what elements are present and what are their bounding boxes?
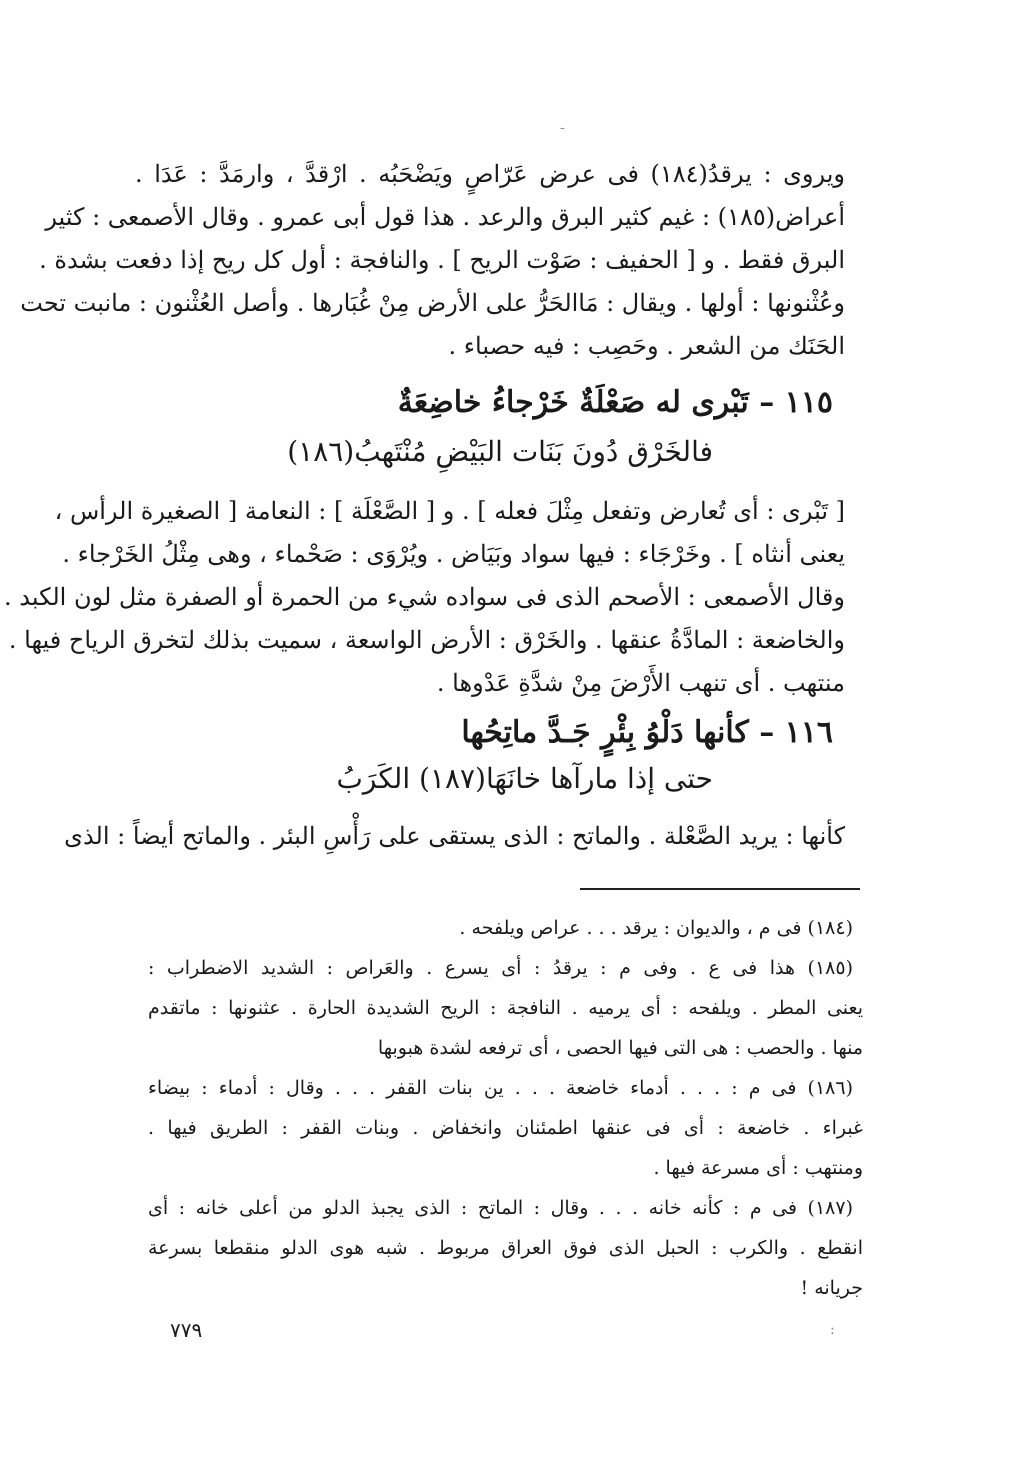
commentary-line: [ تَبْرى : أى تُعارض وتفعل مِثْلَ فعله ] . و [ الصَّعْلَة ] : النعامة [ الصغيرة الرأس ، bbox=[54, 497, 845, 525]
verse-115-line-2: فالخَرْق دُونَ بَنَات البَيْضِ مُنْتَهبُ(١٨٦) bbox=[287, 435, 713, 468]
verse-116-line-2: حتى إذا مارآها خانَهَا(١٨٧) الكَرَبُ bbox=[336, 762, 713, 795]
footnote-186: (١٨٦) فى م : . . . أدماء خاضعة . . . ين بنات القفر . . . وقال : أدماء : بيضاء bbox=[148, 1077, 853, 1099]
verse-116-line-1: ١١٦ – كأنها دَلْوُ بِئْرٍ جَـدَّ ماتِحُها bbox=[461, 715, 833, 750]
commentary-line: البرق فقط . و [ الحفيف : صَوْت الريح ] . والنافجة : أول كل ريح إذا دفعت بشدة . bbox=[39, 246, 845, 274]
footnote-line: يعنى المطر . ويلفحه : أى يرميه . النافجة : الريح الشديدة الحارة . عثنونها : ماتقدم bbox=[148, 997, 863, 1019]
page-number: ٧٧٩ bbox=[170, 1318, 203, 1342]
footnote-185: (١٨٥) هذا فى ع . وفى م : يرقدُ : أى يسرع . والعَراص : الشديد الاضطراب : bbox=[148, 957, 853, 979]
footnote-line: منها . والحصب : هى التى فيها الحصى ، أى ترفعه لشدة هبوبها bbox=[377, 1037, 863, 1059]
commentary-line: منتهب . أى تنهب الأَرْضَ مِنْ شدَّةِ عَدْوها . bbox=[436, 669, 845, 697]
footnote-line: ومنتهب : أى مسرعة فيها . bbox=[653, 1157, 863, 1179]
scan-mark: - bbox=[560, 120, 565, 136]
commentary-line: ويروى : يرقدُ(١٨٤) فى عرض عَرّاصٍ ويَضْحَبُه . ارْقدَّ ، وارمَدَّ : عَدَا . bbox=[135, 160, 845, 188]
footnote-184: (١٨٤) فى م ، والديوان : يرقد . . . عراص ويلفحه . bbox=[459, 917, 853, 939]
commentary-line: يعنى أنثاه ] . وخَرْجَاء : فيها سواد وبَيَاض . ويُرْوَى : صَحْماء ، وهى مِثْلُ الخَرْجاء . bbox=[62, 540, 845, 568]
footnote-line: غبراء . خاضعة : أى فى عنقها اطمئنان وانخفاض . وبنات القفر : الطريق فيها . bbox=[148, 1117, 863, 1139]
scan-mark: : bbox=[830, 1322, 835, 1338]
commentary-top bbox=[20, 153, 845, 368]
footnote-187: (١٨٧) فى م : كأنه خانه . . . وقال : الماتح : الذى يجبذ الدلو من أعلى خانه : أى bbox=[148, 1197, 853, 1219]
commentary-line: أعراض(١٨٥) : غيم كثير البرق والرعد . هذا قول أبى عمرو . وقال الأصمعى : كثير bbox=[45, 203, 845, 231]
verse-115-line-1: ١١٥ – تَبْرى له صَعْلَةٌ خَرْجاءُ خاضِعَةٌ bbox=[397, 385, 833, 420]
footnotes bbox=[148, 908, 863, 1308]
footnote-line: انقطع . والكرب : الحبل الذى فوق العراق مربوط . شبه هوى الدلو منقطعا بسرعة bbox=[148, 1237, 863, 1259]
commentary-line: وعُثْنونها : أولها . ويقال : مَاالحَرُّ على الأرض مِنْ غُبَارها . وأصل العُثْنون : مانبت تحت bbox=[20, 289, 845, 317]
commentary-middle bbox=[3, 490, 845, 705]
footnote-separator bbox=[580, 888, 860, 890]
commentary-line: الحَنَك من الشعر . وحَصِب : فيه حصباء . bbox=[448, 332, 845, 360]
commentary-line: والخاضعة : المادَّةُ عنقها . والخَرْق : الأرض الواسعة ، سميت بذلك لتخرق الرياح فيها . bbox=[8, 626, 845, 654]
footnote-line: جريانه ! bbox=[800, 1277, 863, 1299]
commentary-bottom bbox=[64, 815, 845, 858]
commentary-line: كأنها : يريد الصَّعْلة . والماتح : الذى يستقى على رَأْسِ البئر . والماتح أيضاً : الذى bbox=[64, 822, 845, 850]
commentary-line: وقال الأصمعى : الأصحم الذى فى سواده شيء من الحمرة أو الصفرة مثل لون الكبد . bbox=[3, 583, 845, 611]
